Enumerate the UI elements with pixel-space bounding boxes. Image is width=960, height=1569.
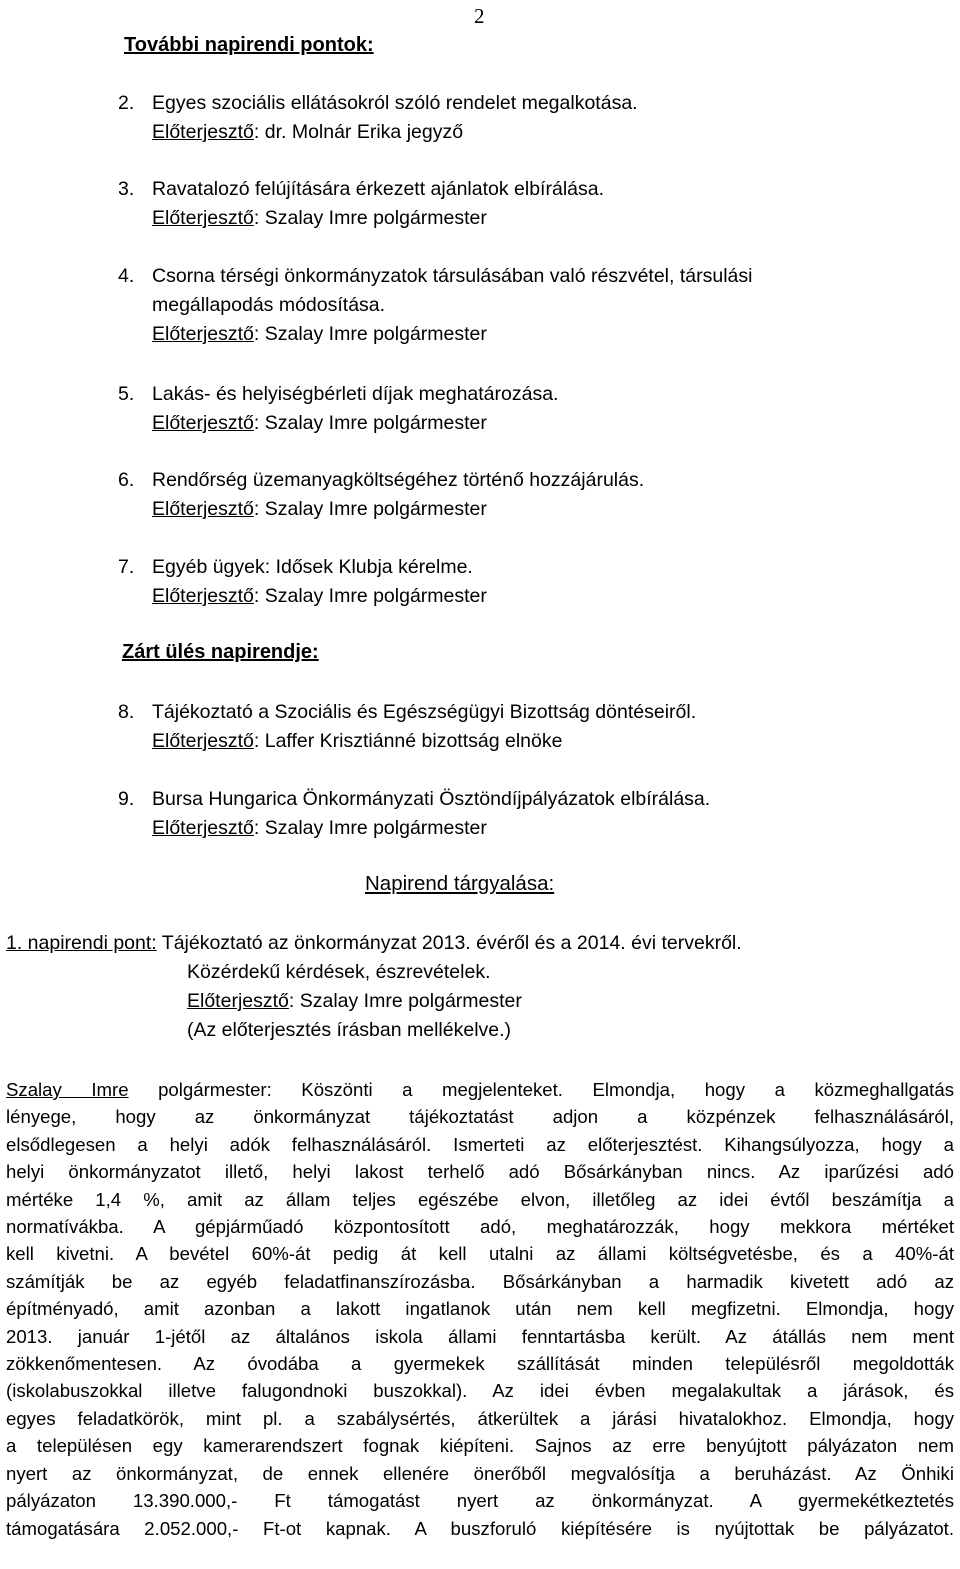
item-number: 3. (118, 178, 135, 200)
item-title: Lakás- és helyiségbérleti díjak meghatározása. (152, 383, 559, 405)
presenter-name: : Szalay Imre polgármester (253, 207, 487, 229)
closed-session-heading (122, 641, 319, 664)
discussion-heading (365, 872, 554, 896)
point-1-block (6, 929, 742, 958)
presenter-name: : Szalay Imre polgármester (253, 412, 487, 434)
item-presenter (118, 814, 710, 843)
presenter-name: : Szalay Imre polgármester (288, 990, 522, 1012)
point-1-details (187, 958, 522, 1045)
speech-line: normatívákba. A gépjárműadó központosított adó, meghatározzák, hogy mekkora mértéket (6, 1216, 954, 1238)
speech-line: (iskolabuszokkal illetve falugondnoki buszokkal). Az idei évben megalakultak a járások, és (6, 1380, 954, 1402)
item-number: 4. (118, 265, 135, 287)
speech-line: a településen egy kamerarendszert fognak kiépíteni. Sajnos az erre benyújtott pályázaton nem (6, 1435, 954, 1457)
item-number: 6. (118, 469, 135, 491)
presenter-label: Előterjesztő (152, 498, 254, 520)
agenda-item-7 (118, 553, 487, 611)
item-title: Egyes szociális ellátásokról szóló rendelet megalkotása. (152, 92, 638, 114)
speech-line: nyert az önkormányzat, de ennek ellenére önerőből megvalósítja a beruházást. Az Önhiki (6, 1462, 954, 1484)
closed-session-heading-text: Zárt ülés napirendje: (122, 641, 319, 663)
speech-line: építményadó, amit azonban a lakott ingatlanok után nem kell megfizetni. Elmondja, hogy (6, 1298, 954, 1320)
agenda-item-6 (118, 466, 644, 524)
agenda-item-3 (118, 175, 604, 233)
speech-line: számítják be az egyéb feladatfinanszírozásba. Bősárkányban a harmadik kivetett adó az (6, 1270, 954, 1292)
speech-text: polgármester: Köszönti a megjelenteket. Elmondja, hogy a közmeghallgatás (128, 1079, 954, 1100)
further-items-heading (124, 34, 374, 57)
presenter-name: : Szalay Imre polgármester (253, 323, 487, 345)
item-presenter (118, 204, 604, 233)
presenter-label: Előterjesztő (152, 585, 254, 607)
presenter-label: Előterjesztő (152, 412, 254, 434)
item-title: Bursa Hungarica Önkormányzati Ösztöndíjpályázatok elbírálása. (152, 788, 711, 810)
presenter-label: Előterjesztő (152, 323, 254, 345)
speech-line: egyes feladatkörök, mint pl. a szabálysértés, átkerültek a járási hivatalokhoz. Elmondja, hogy (6, 1407, 954, 1429)
presenter-name: : Szalay Imre polgármester (253, 585, 487, 607)
speech-line: helyi önkormányzatot illető, helyi lakost terhelő adó Bősárkányban nincs. Az iparűzési adó (6, 1161, 954, 1183)
further-items-heading-text: További napirendi pontok: (124, 34, 374, 56)
item-number: 7. (118, 556, 135, 578)
point-1-note: (Az előterjesztés írásban mellékelve.) (187, 1019, 512, 1041)
agenda-item-2 (118, 89, 638, 147)
page-number: 2 (474, 4, 485, 28)
presenter-name: : Szalay Imre polgármester (253, 817, 487, 839)
discussion-heading-text: Napirend tárgyalása: (365, 872, 555, 895)
presenter-name: : Szalay Imre polgármester (253, 498, 487, 520)
item-presenter (118, 118, 638, 147)
speech-line: pályázaton 13.390.000,- Ft támogatást nyert az önkormányzat. A gyermekétkeztetés (6, 1490, 954, 1512)
speech-line (6, 1076, 954, 1103)
item-presenter (118, 409, 558, 438)
item-number: 9. (118, 788, 135, 810)
point-1-presenter (187, 987, 522, 1016)
presenter-label: Előterjesztő (187, 990, 289, 1012)
item-title: Ravatalozó felújítására érkezett ajánlatok elbírálása. (152, 178, 605, 200)
agenda-item-8 (118, 698, 696, 756)
agenda-item-5 (118, 380, 558, 438)
presenter-label: Előterjesztő (152, 207, 254, 229)
point-1-title: Tájékoztató az önkormányzat 2013. évéről és a 2014. évi tervekről. (161, 932, 742, 954)
item-presenter (118, 727, 696, 756)
presenter-label: Előterjesztő (152, 730, 254, 752)
item-number: 8. (118, 701, 135, 723)
item-title: Rendőrség üzemanyagköltségéhez történő hozzájárulás. (152, 469, 645, 491)
speech-line: kell kivetni. A bevétel 60%-át pedig át kell utalni az állami költségvetésbe, és a 40%-át (6, 1243, 954, 1265)
item-title: Egyéb ügyek: Idősek Klubja kérelme. (152, 556, 473, 578)
presenter-label: Előterjesztő (152, 817, 254, 839)
item-title: Csorna térségi önkormányzatok társulásában való részvétel, társulási (152, 265, 753, 287)
item-presenter (118, 582, 487, 611)
item-number: 2. (118, 92, 135, 114)
speech-line: lényege, hogy az önkormányzat tájékoztatást adjon a közpénzek felhasználásáról, (6, 1106, 954, 1128)
item-title: Tájékoztató a Szociális és Egészségügyi Bizottság döntéseiről. (152, 701, 697, 723)
speaker-name: Szalay Imre (6, 1079, 129, 1100)
item-presenter (118, 495, 644, 524)
speech-line: 2013. január 1-jétől az általános iskola állami fenntartásba került. Az átállás nem ment (6, 1325, 954, 1347)
presenter-label: Előterjesztő (152, 121, 254, 143)
speech-paragraph (6, 1076, 954, 1542)
point-1-subtitle: Közérdekű kérdések, észrevételek. (187, 961, 491, 983)
point-1-label: 1. napirendi pont: (6, 932, 157, 954)
item-number: 5. (118, 383, 135, 405)
agenda-item-4 (118, 262, 752, 349)
presenter-name: : Laffer Krisztiánné bizottság elnöke (253, 730, 563, 752)
agenda-item-9 (118, 785, 710, 843)
item-title-continued: megállapodás módosítása. (152, 294, 386, 316)
speech-line: támogatására 2.052.000,- Ft-ot kapnak. A buszforuló kiépítésére is nyújtottak be pályázatot. (6, 1517, 954, 1539)
speech-line: elsődlegesen a helyi adók felhasználásáról. Ismerteti az előterjesztést. Kihangsúlyozza, hogy a (6, 1133, 954, 1155)
presenter-name: : dr. Molnár Erika jegyző (253, 121, 464, 143)
item-presenter (118, 320, 752, 349)
speech-line: zökkenőmentesen. Az óvodába a gyermekek szállítását minden településről megoldották (6, 1353, 954, 1375)
speech-line: mértéke 1,4 %, amit az állam teljes egészébe elvon, illetőleg az idei évtől beszámítja a (6, 1188, 954, 1210)
